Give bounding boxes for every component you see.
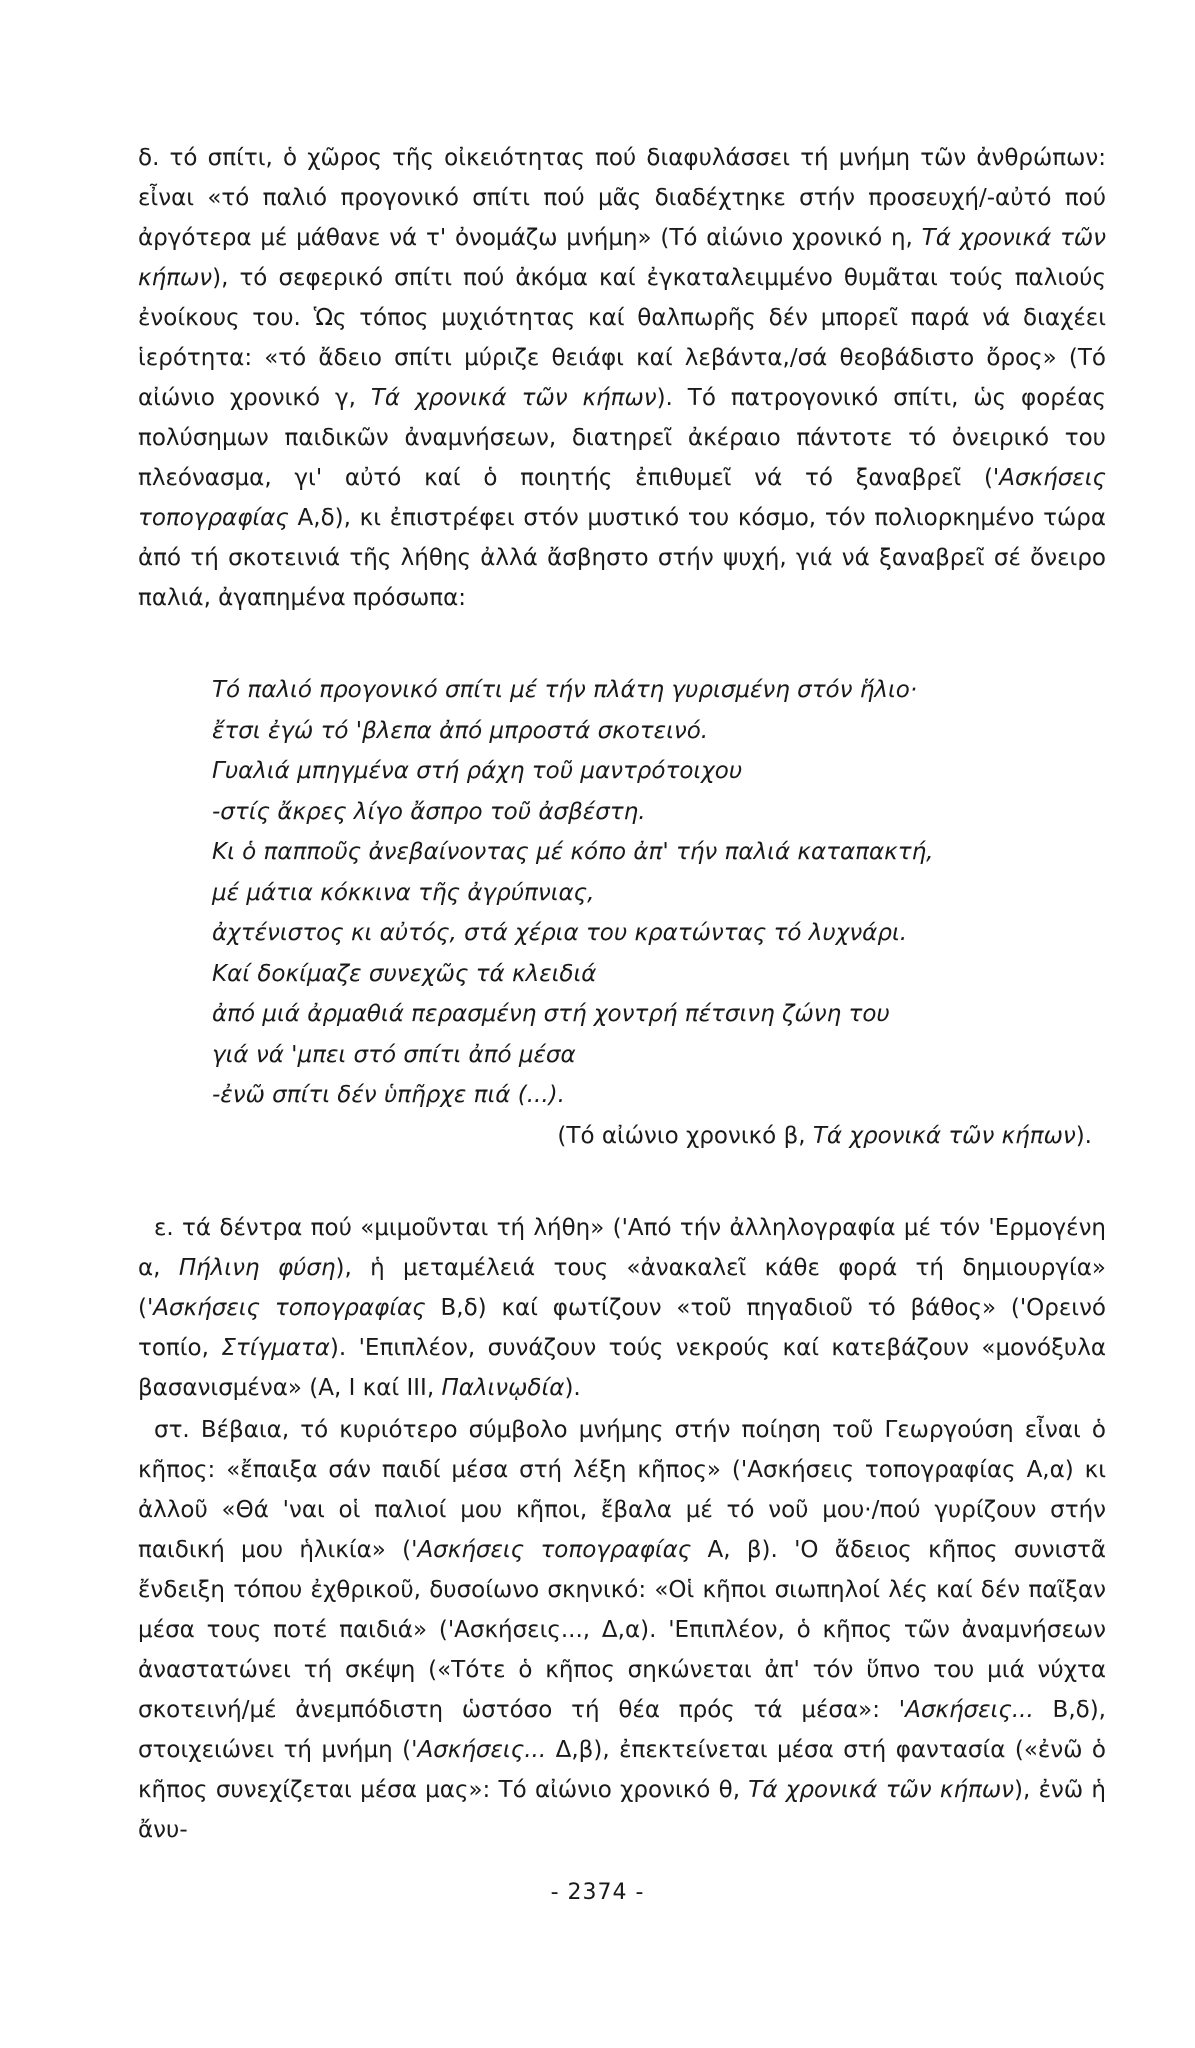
- text-run: Β,δ), στοιχειώνει τή μνήμη (': [138, 1697, 1106, 1763]
- poem-line: γιά νά 'μπει στό σπίτι ἀπό μέσα: [212, 1041, 576, 1068]
- book-title: Τά χρονικά τῶν κήπων: [748, 1777, 1015, 1803]
- poem-line: ἀπό μιά ἀρμαθιά περασμένη στή χοντρή πέτσινη ζώνη του: [212, 1001, 890, 1027]
- poem-line: Τό παλιό προγονικό σπίτι μέ τήν πλάτη γυρισμένη στόν ἥλιο·: [212, 677, 918, 703]
- book-title: Ασκήσεις τοπογραφίας: [417, 1537, 692, 1563]
- poem-attribution: [212, 1116, 1092, 1157]
- text-run: στ. Βέβαια, τό κυριότερο σύμβολο μνήμης στήν ποίηση τοῦ Γεωργούση εἶναι ὁ κῆπος: «ἔπαιξα σάν παιδί μέσα στή λέξη κῆπος» ('Ασκήσεις τοπογραφίας Α,α) κι ἀλλοῦ «Θά 'ναι οἱ παλιοί μου κῆποι, ἔβαλα μέ τό νοῦ μου·/πού γυρίζουν στήν παιδική μου ἡλικία» (': [138, 1417, 1106, 1563]
- text-run: ε. τά δέντρα πού «μιμοῦνται τή λήθη» ('Από τήν ἀλληλογραφία μέ τόν 'Ερμογένη α,: [138, 1215, 1106, 1281]
- poem-quotation: [212, 670, 1092, 1156]
- text-run: ). 'Επιπλέον, συνάζουν τούς νεκρούς καί κατεβάζουν «μονόξυλα βασανισμένα» (Α, Ι καί ΙΙΙ,: [138, 1335, 1106, 1401]
- poem-line: Κι ὁ παπποῦς ἀνεβαίνοντας μέ κόπο ἀπ' τήν παλιά καταπακτή,: [212, 839, 934, 865]
- book-title: Ασκήσεις...: [905, 1697, 1034, 1723]
- book-title: Τά χρονικά τῶν κήπων: [370, 385, 657, 411]
- book-title: Παλινῳδία: [441, 1375, 565, 1401]
- attribution-prefix: (Τό αἰώνιο χρονικό β,: [557, 1122, 813, 1149]
- book-title: Στίγματα: [221, 1335, 330, 1361]
- text-run: δ. τό σπίτι, ὁ χῶρος τῆς οἰκειότητας πού διαφυλάσσει τή μνήμη τῶν ἀνθρώπων: εἶναι «τό παλιό προγονικό σπίτι πού μᾶς διαδέχτηκε στήν προσευχή/-αὐτό πού ἀργότερα μέ μάθανε νά τ' ὀνομάζω μνήμη» (Τό αἰώνιο χρονικό η,: [138, 145, 1106, 251]
- poem-line: ἀχτένιστος κι αὐτός, στά χέρια του κρατώντας τό λυχνάρι.: [212, 920, 908, 946]
- attribution-suffix: ).: [1075, 1122, 1092, 1149]
- text-run: ), τό σεφερικό σπίτι πού ἀκόμα καί ἐγκαταλειμμένο θυμᾶται τούς παλιούς ἐνοίκους του. Ὡς τόπος μυχιότητας καί θαλπωρῆς δέν μπορεῖ παρά νά διαχέει ἱερότητα: «τό ἄδειο σπίτι μύριζε θειάφι καί λεβάντα,/σά θεοβάδιστο ὄρος» (Τό αἰώνιο χρονικό γ,: [138, 265, 1106, 411]
- paragraph-d: [138, 138, 1106, 618]
- poem-line: Καί δοκίμαζε συνεχῶς τά κλειδιά: [212, 960, 597, 987]
- book-title: Ασκήσεις τοπογραφίας: [153, 1295, 426, 1321]
- book-title: Τά χρονικά τῶν κήπων: [812, 1122, 1076, 1149]
- text-run: ). Τό πατρογονικό σπίτι, ὡς φορέας πολύσημων παιδικῶν ἀναμνήσεων, διατηρεῖ ἀκέραιο πάντοτε τό ὀνειρικό του πλεόνασμα, γι' αὐτό καί ὁ ποιητής ἐπιθυμεῖ νά τό ξαναβρεῖ (': [138, 385, 1106, 491]
- text-run: ).: [564, 1375, 581, 1401]
- paragraph-st: [138, 1410, 1106, 1850]
- text-run: Α, β). 'Ο ἄδειος κῆπος συνιστᾶ ἔνδειξη τόπου ἐχθρικοῦ, δυσοίωνο σκηνικό: «Οἱ κῆποι σιωπηλοί λές καί δέν παῖξαν μέσα τους ποτέ παιδιά» ('Ασκήσεις..., Δ,α). 'Επιπλέον, ὁ κῆπος τῶν ἀναμνήσεων ἀναστατώνει τή σκέψη («Τότε ὁ κῆπος σηκώνεται ἀπ' τόν ὕπνο του μιά νύχτα σκοτεινή/μέ ἀνεμπόδιστη ὡστόσο τή θέα πρός τά μέσα»: ': [138, 1537, 1106, 1723]
- poem-line: -στίς ἄκρες λίγο ἄσπρο τοῦ ἀσβέστη.: [212, 798, 646, 825]
- text-run: Β,δ) καί φωτίζουν «τοῦ πηγαδιοῦ τό βάθος» ('Ορεινό τοπίο,: [138, 1295, 1107, 1361]
- book-title: Ασκήσεις...: [417, 1737, 547, 1763]
- book-title: Τά χρονικά τῶν κήπων: [138, 225, 1106, 291]
- poem-line: ἔτσι ἐγώ τό 'βλεπα ἀπό μπροστά σκοτεινό.: [212, 717, 709, 744]
- text-run: Δ,β), ἐπεκτείνεται μέσα στή φαντασία («ἐνῶ ὁ κῆπος συνεχίζεται μέσα μας»: Τό αἰώνιο χρονικό θ,: [138, 1737, 1106, 1803]
- book-title: Ασκήσεις τοπογραφίας: [138, 465, 1106, 531]
- poem-line: μέ μάτια κόκκινα τῆς ἀγρύπνιας,: [212, 879, 595, 906]
- poem-line: Γυαλιά μπηγμένα στή ράχη τοῦ μαντρότοιχου: [212, 758, 743, 784]
- paragraph-e: [138, 1208, 1106, 1408]
- text-run: ), ἡ μεταμέλειά τους «ἀνακαλεῖ κάθε φορά τή δημιουργία» (': [138, 1255, 1106, 1321]
- book-title: Πήλινη φύση: [178, 1255, 336, 1281]
- text-run: ), ἐνῶ ἡ ἄνυ-: [138, 1777, 1106, 1843]
- page-number: - 2374 -: [550, 1880, 645, 1905]
- text-run: Α,δ), κι ἐπιστρέφει στόν μυστικό του κόσμο, τόν πολιορκημένο τώρα ἀπό τή σκοτεινιά τῆς λήθης ἀλλά ἄσβηστο στήν ψυχή, γιά νά ξαναβρεῖ σέ ὄνειρο παλιά, ἀγαπημένα πρόσωπα:: [138, 505, 1106, 611]
- poem-line: -ἐνῶ σπίτι δέν ὑπῆρχε πιά (...).: [212, 1082, 565, 1108]
